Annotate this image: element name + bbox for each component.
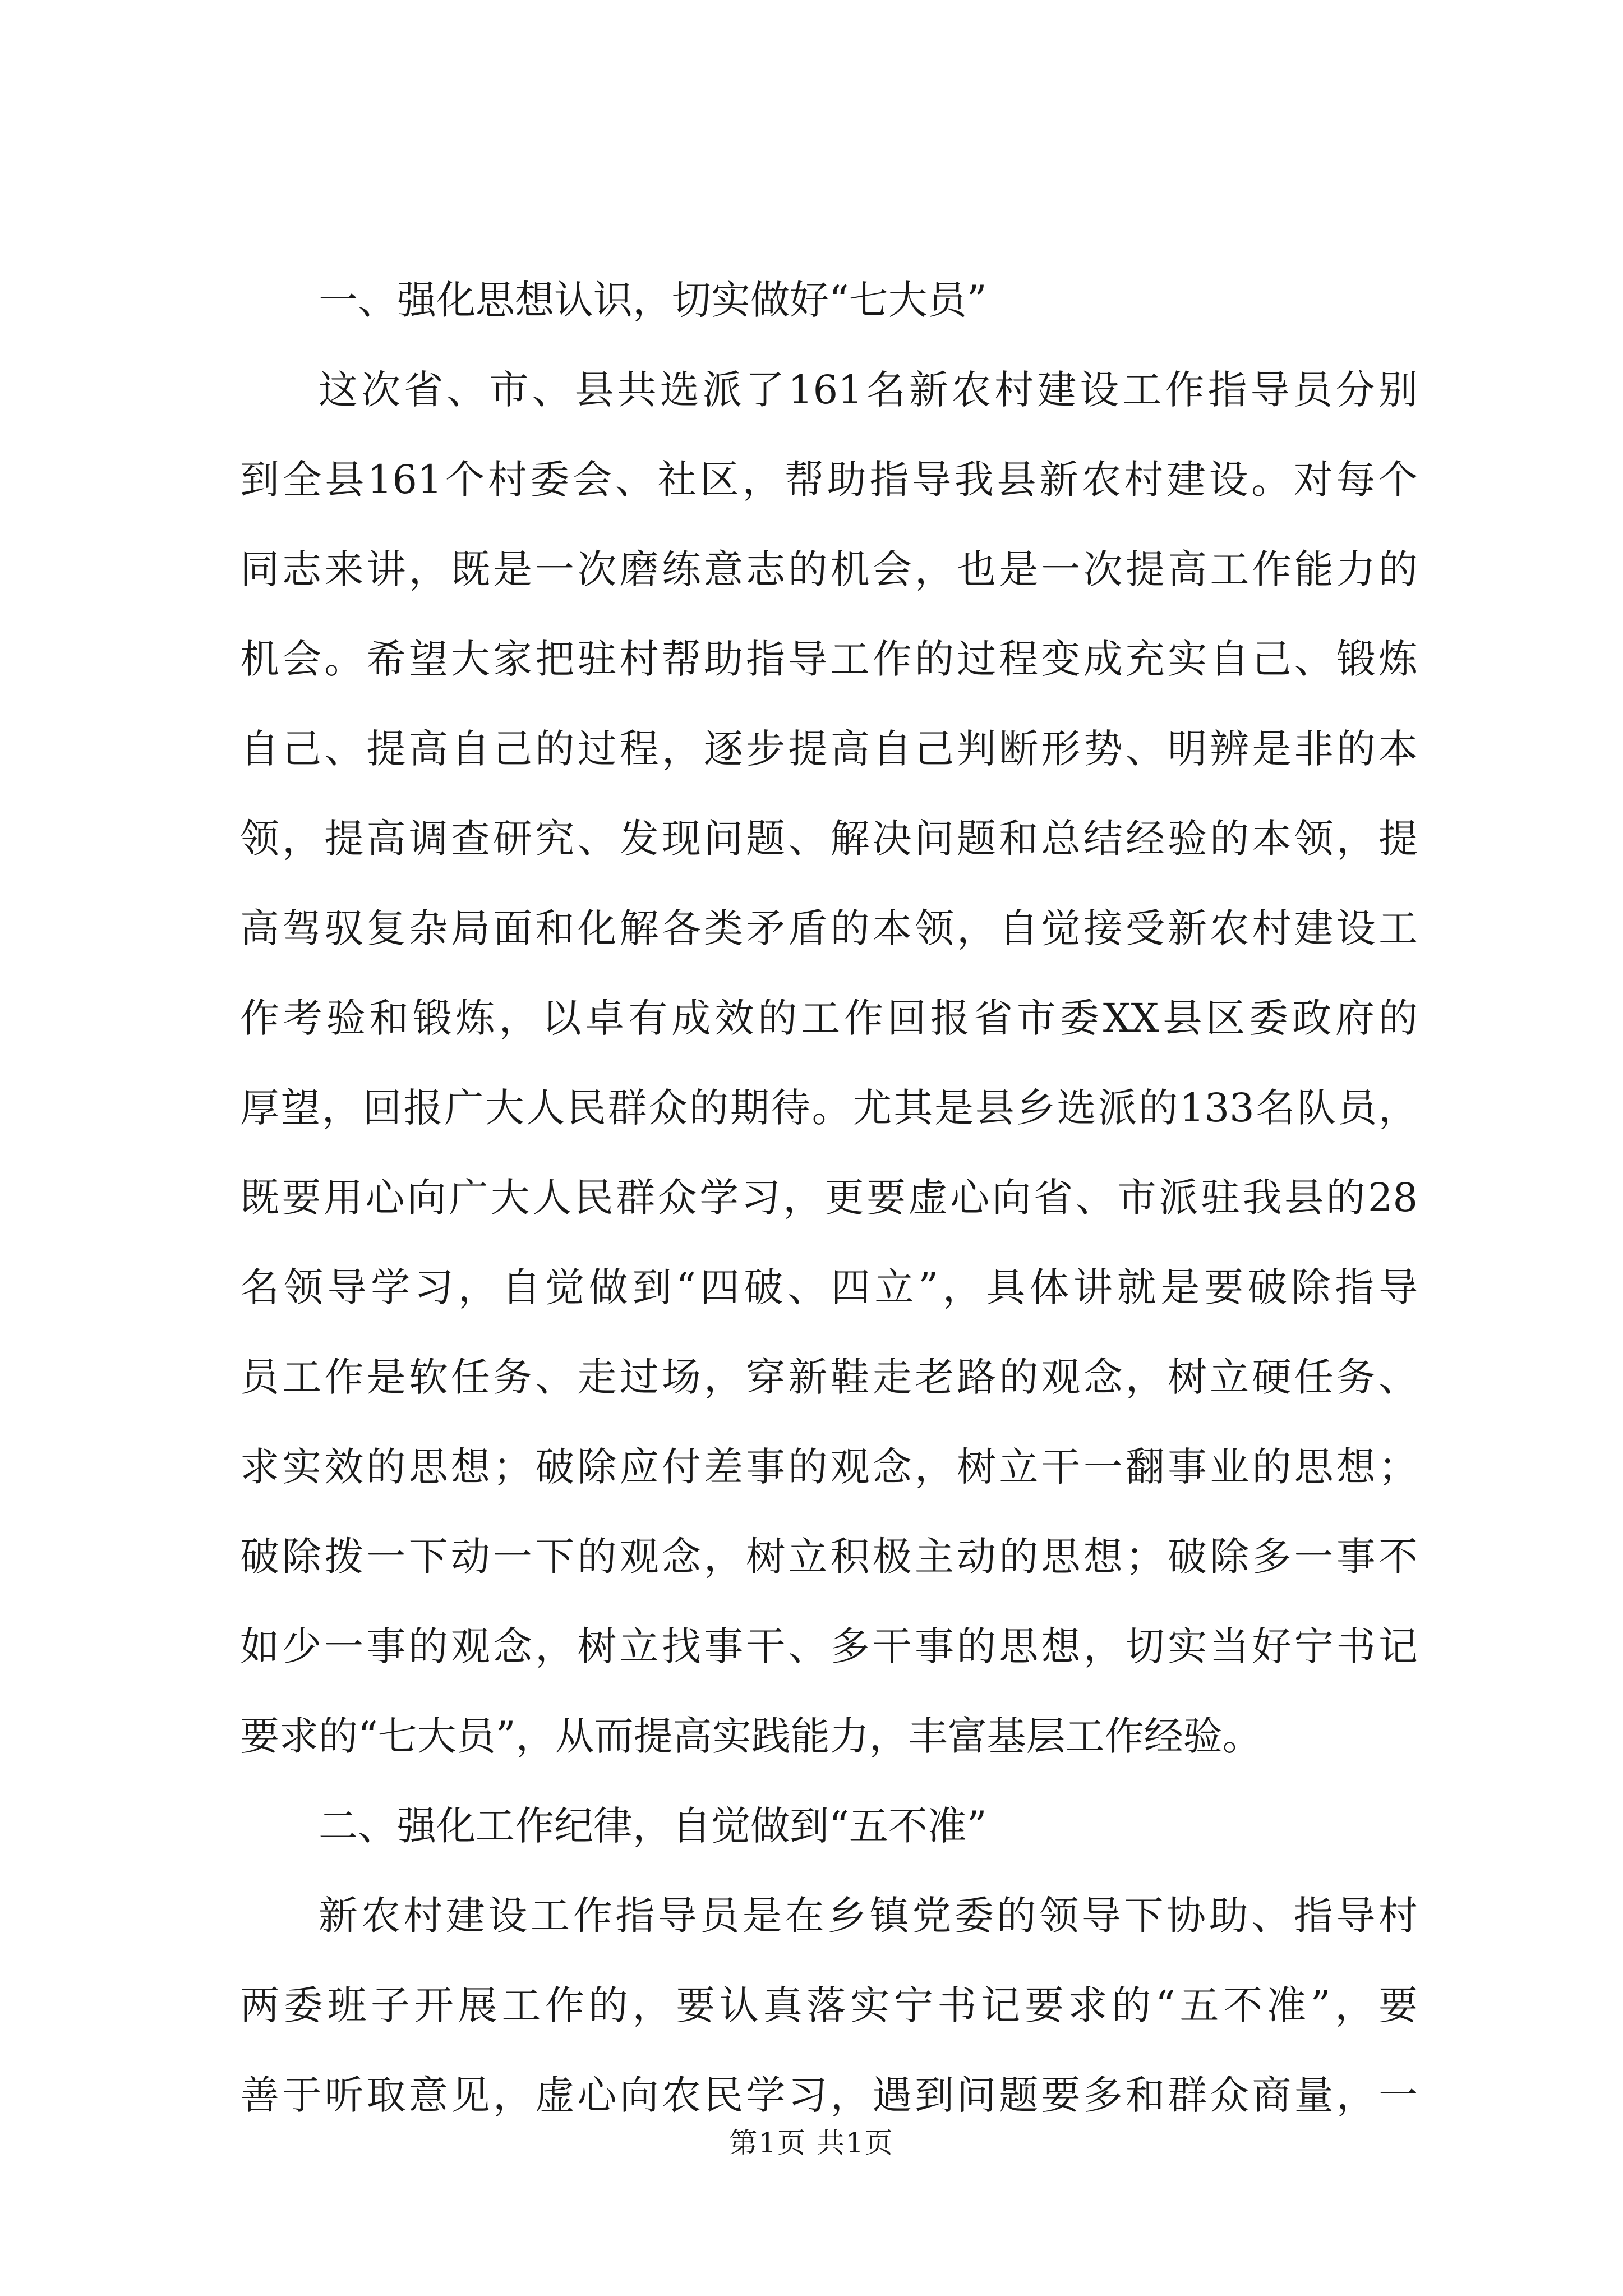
section-1-line: 如少一事的观念，树立找事干、多干事的思想，切实当好宁书记 — [240, 1623, 1418, 1669]
document-body — [240, 255, 1418, 2140]
section-1-line: 作考验和锻炼，以卓有成效的工作回报省市委XX县区委政府的 — [240, 995, 1418, 1041]
section-1-line: 同志来讲，既是一次磨练意志的机会，也是一次提高工作能力的 — [240, 546, 1418, 592]
section-1-line: 名领导学习，自觉做到“四破、四立”，具体讲就是要破除指导 — [240, 1264, 1418, 1310]
section-1-line: 领，提高调查研究、发现问题、解决问题和总结经验的本领，提 — [240, 816, 1418, 862]
section-1-line: 厚望，回报广大人民群众的期待。尤其是县乡选派的133名队员， — [240, 1085, 1418, 1131]
section-2-heading: 二、强化工作纪律，自觉做到“五不准” — [319, 1803, 987, 1849]
section-1-heading: 一、强化思想认识，切实做好“七大员” — [319, 277, 987, 323]
section-1-line: 求实效的思想；破除应付差事的观念，树立干一翻事业的思想； — [240, 1444, 1418, 1490]
section-2-line: 新农村建设工作指导员是在乡镇党委的领导下协助、指导村 — [319, 1893, 1418, 1939]
section-1-line: 要求的“七大员”，从而提高实践能力，丰富基层工作经验。 — [240, 1713, 1262, 1759]
section-1-line: 既要用心向广大人民群众学习，更要虚心向省、市派驻我县的28 — [240, 1175, 1418, 1221]
section-1-line: 这次省、市、县共选派了161名新农村建设工作指导员分别 — [319, 367, 1418, 413]
section-1-line: 到全县161个村委会、社区，帮助指导我县新农村建设。对每个 — [240, 457, 1418, 503]
section-1-line: 高驾驭复杂局面和化解各类矛盾的本领，自觉接受新农村建设工 — [240, 905, 1418, 951]
section-2-line: 两委班子开展工作的，要认真落实宁书记要求的“五不准”，要 — [240, 1982, 1418, 2028]
section-1-line: 破除拨一下动一下的观念，树立积极主动的思想；破除多一事不 — [240, 1534, 1418, 1580]
section-1-line: 机会。希望大家把驻村帮助指导工作的过程变成充实自己、锻炼 — [240, 636, 1418, 682]
section-1-line: 员工作是软任务、走过场，穿新鞋走老路的观念，树立硬任务、 — [240, 1354, 1418, 1400]
section-1-line: 自己、提高自己的过程，逐步提高自己判断形势、明辨是非的本 — [240, 726, 1418, 772]
page-number-footer: 第1页 共1页 — [729, 2127, 894, 2159]
section-2-line: 善于听取意见，虚心向农民学习，遇到问题要多和群众商量，一 — [240, 2072, 1418, 2118]
